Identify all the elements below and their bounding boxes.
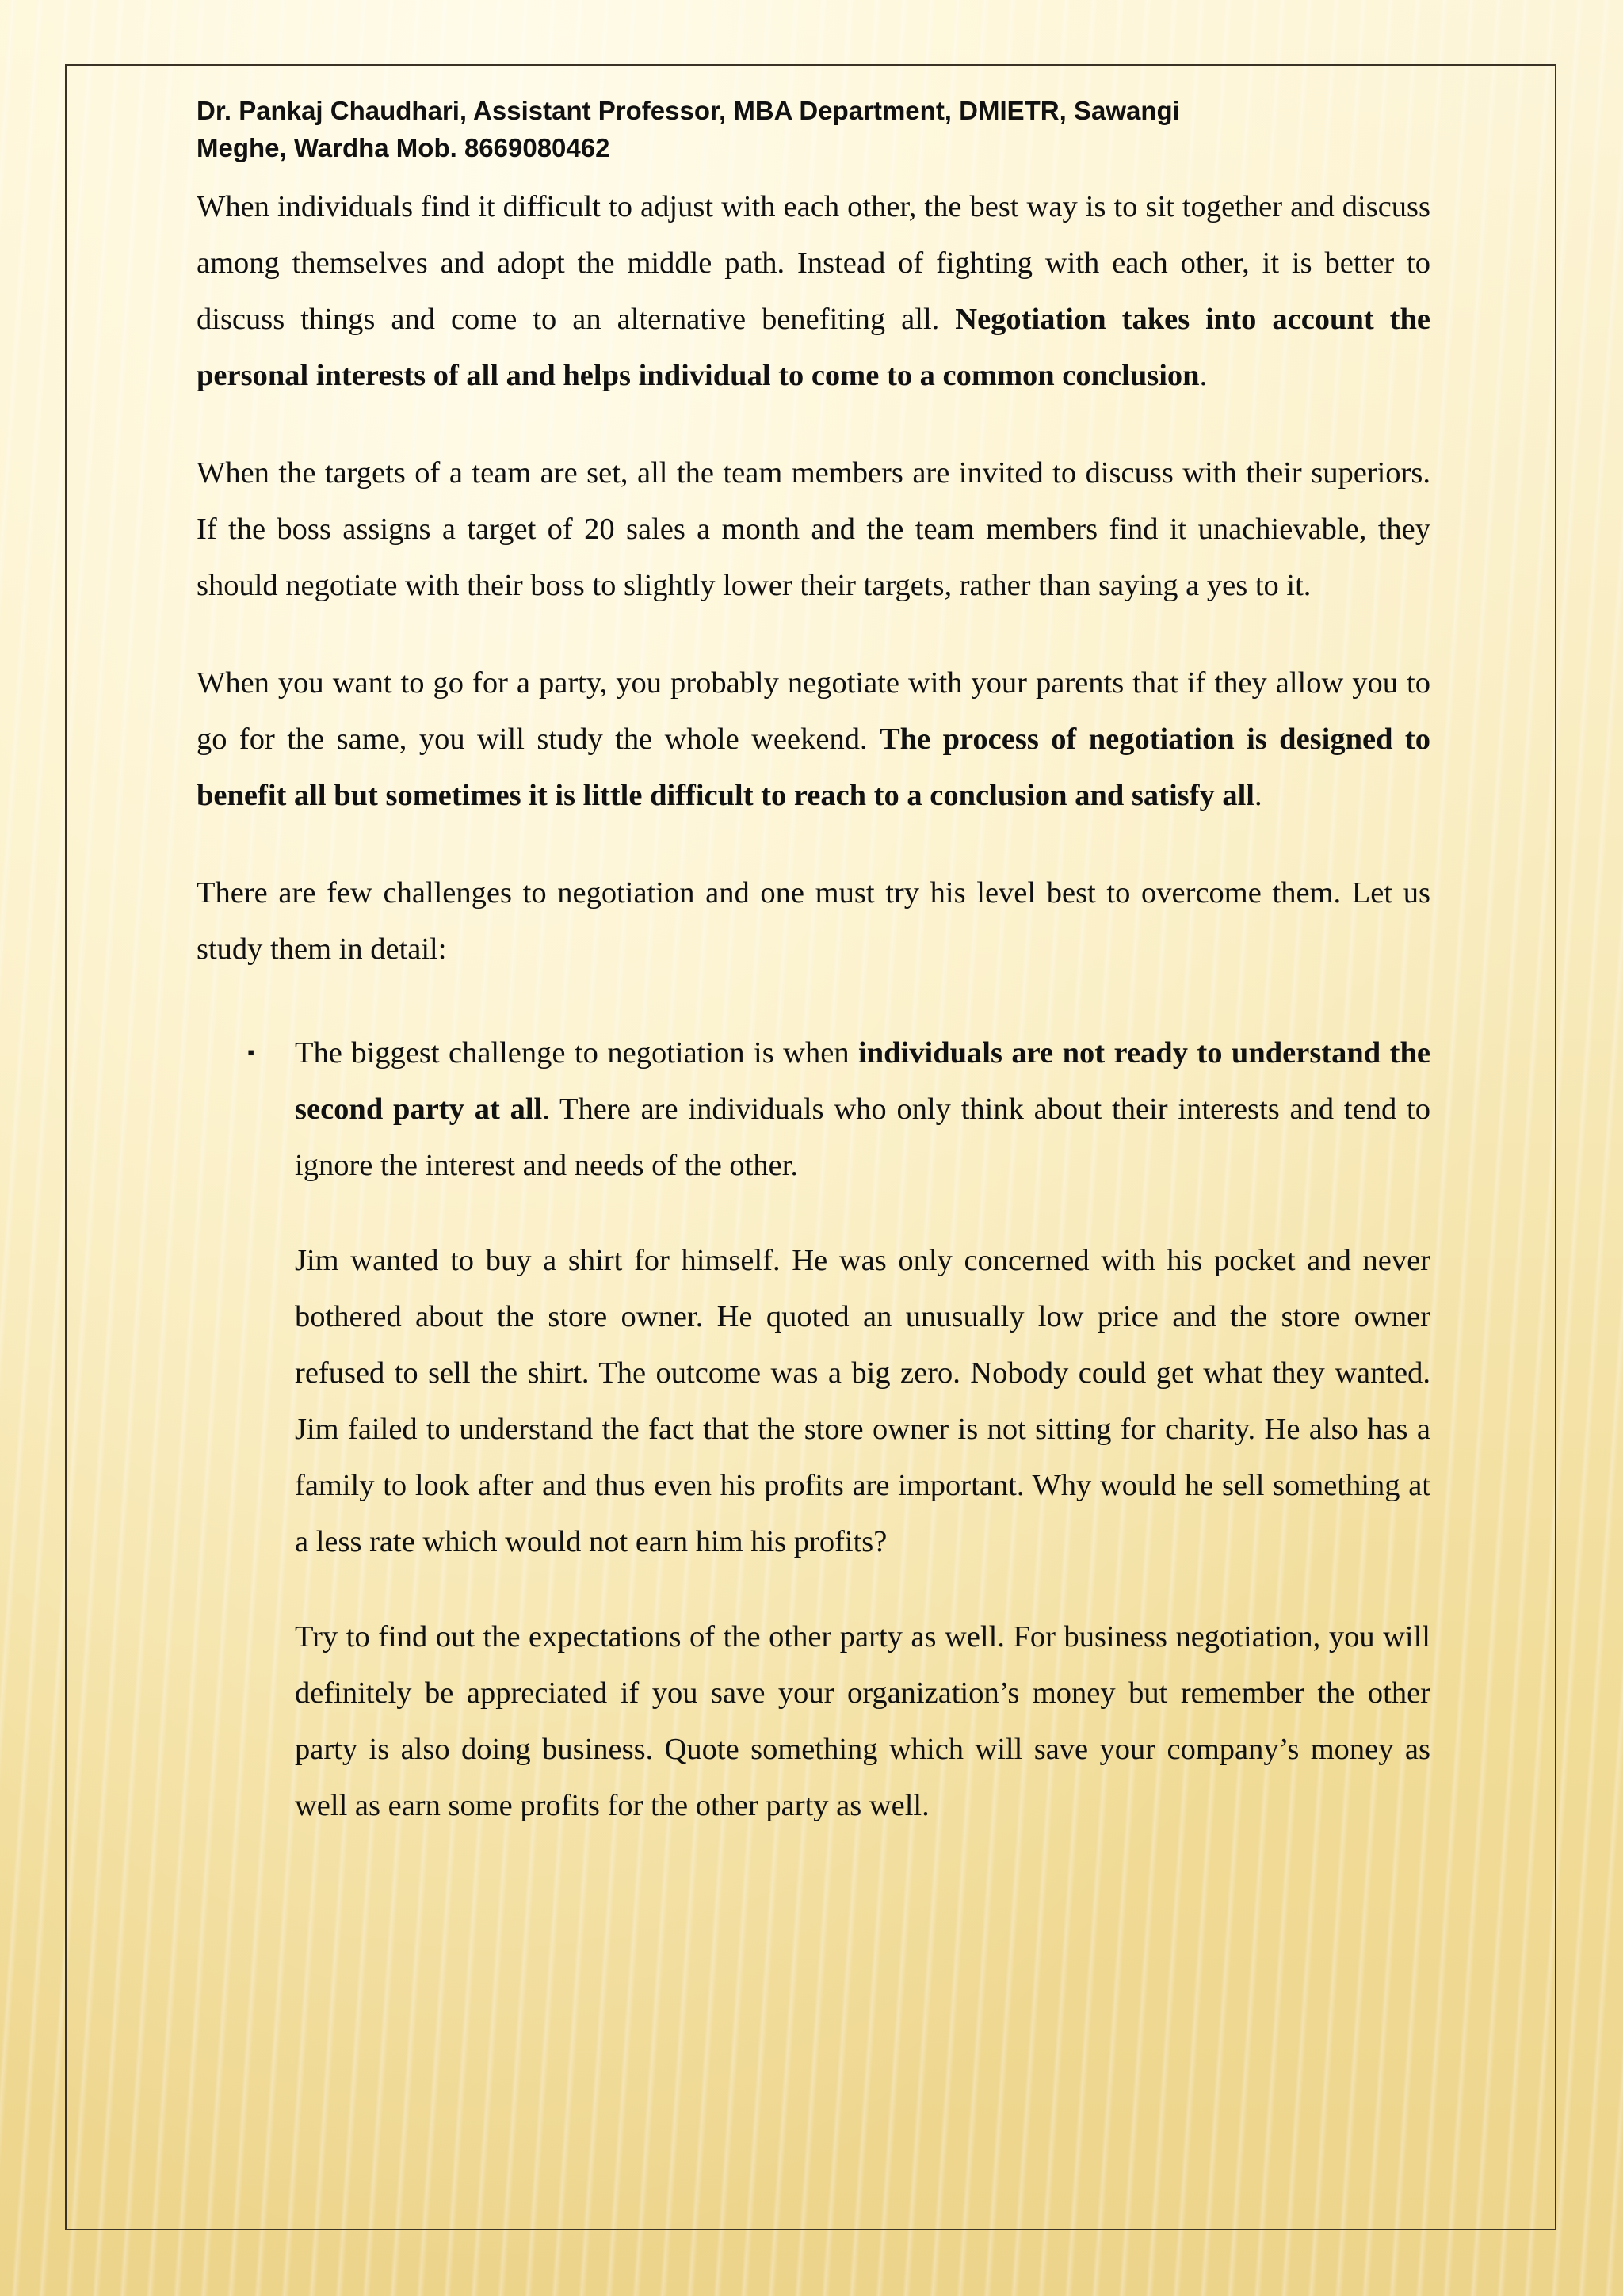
paragraph-team-targets: When the targets of a team are set, all the team members are invited to discuss with their superiors. If the boss assigns a target of 20 sales a month and the team members find it unachievable, they should negotiate with their boss to slightly lower their targets, rather than saying a yes to it.: [197, 456, 1430, 602]
paragraph-jim-example: Jim wanted to buy a shirt for himself. He was only concerned with his pocket and never bothered about the store owner. He quoted an unusually low price and the store owner refused to sell the shirt. The outcome was a big zero. Nobody could get what they wanted. Jim failed to understand the fact that the store owner is not sitting for charity. He also has a family to look after and thus even his profits are important. Why would he sell something at a less rate which would not earn him his profits?: [295, 1244, 1430, 1558]
bullet-square-icon: ▪: [247, 1041, 255, 1064]
paragraph-negotiation-intro: [197, 179, 1430, 404]
paragraph-bold-text: Negotiation takes into account the personal interests of all and helps individual to come to a common conclusion: [197, 303, 1430, 392]
document-body: [197, 92, 1430, 1834]
author-header: [197, 92, 1346, 166]
author-header-line2: Meghe, Wardha Mob. 8669080462: [197, 133, 610, 162]
paragraph-text: When you want to go for a party, you probably negotiate with your parents that if they allow you to go for the same, you will study the whole weekend.: [197, 666, 1430, 756]
bullet-bold-text: individuals are not ready to understand the second party at all: [295, 1036, 1431, 1126]
author-header-line1: Dr. Pankaj Chaudhari, Assistant Professor, MBA Department, DMIETR, Sawangi: [197, 96, 1180, 125]
paragraph-end: .: [1254, 779, 1262, 812]
bullet-list-item: [197, 1025, 1430, 1834]
paragraph-bold-text: The process of negotiation is designed to benefit all but sometimes it is little difficult to reach to a conclusion and satisfy all: [197, 723, 1431, 812]
paragraph-text: When individuals find it difficult to adjust with each other, the best way is to sit together and discuss among themselves and adopt the middle path. Instead of fighting with each other, it is better to discuss things and come to an alternative benefiting all.: [197, 190, 1430, 336]
paragraph-expectations: Try to find out the expectations of the other party as well. For business negotiation, you will definitely be appreciated if you save your organization’s money but remember the other party is also doing business. Quote something which will save your company’s money as well as earn some profits for the other party as well.: [295, 1620, 1430, 1822]
bullet-text-before: The biggest challenge to negotiation is when: [295, 1036, 859, 1070]
paragraph-challenges-intro: There are few challenges to negotiation and one must try his level best to overcome them. Let us study them in detail:: [197, 876, 1430, 966]
bullet-text-after: . There are individuals who only think about their interests and tend to ignore the interest and needs of the other.: [295, 1093, 1430, 1182]
paragraph-end: .: [1199, 359, 1208, 392]
paragraph-party-example: [197, 655, 1430, 824]
bullet-text: [295, 1025, 1430, 1194]
